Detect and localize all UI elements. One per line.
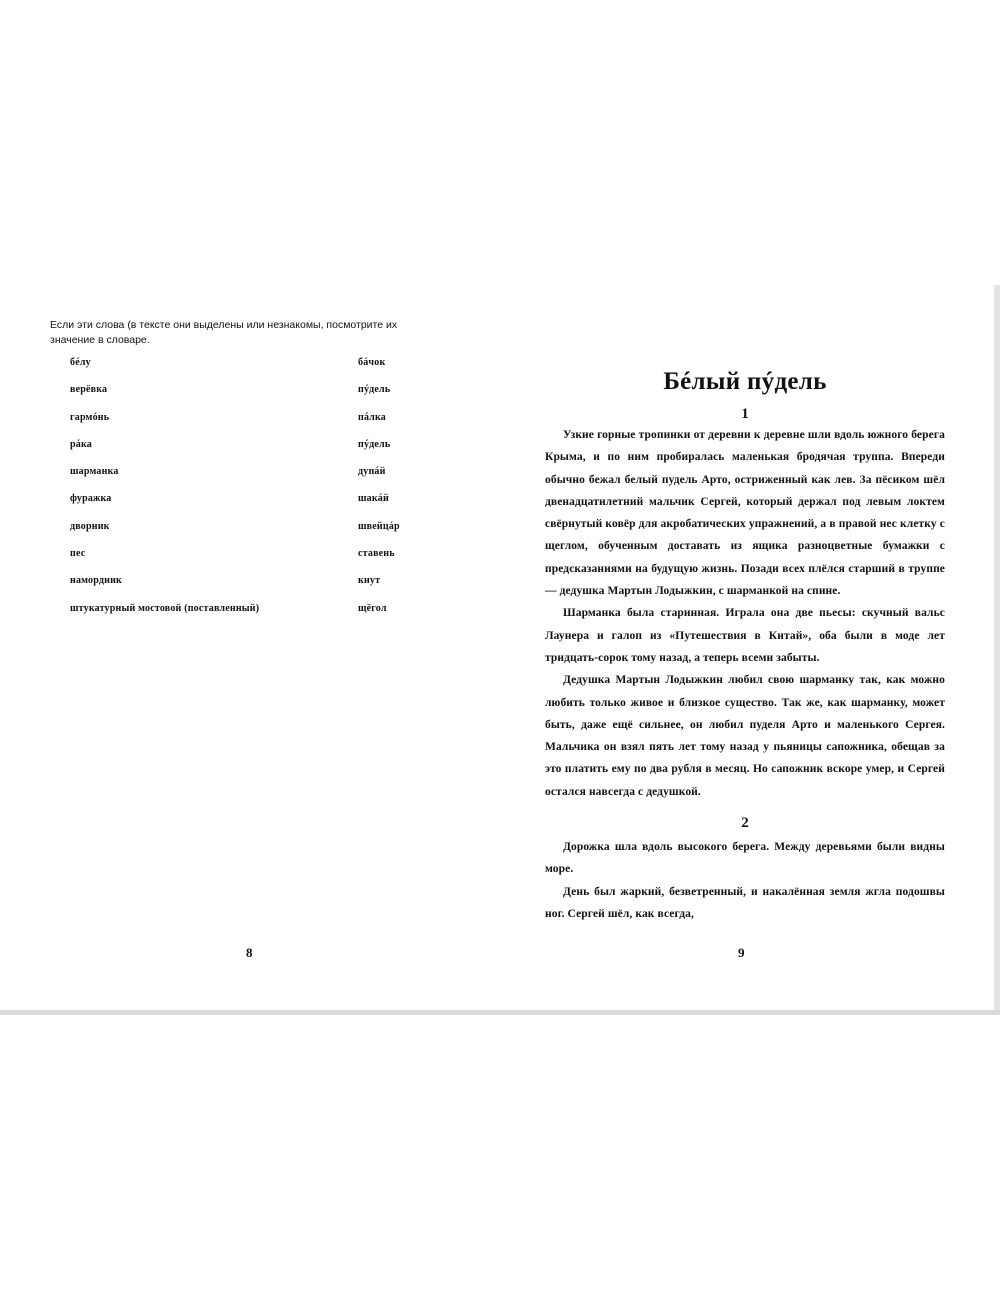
vocab-row	[70, 599, 420, 626]
vocab-word-right: пáлка	[358, 411, 386, 423]
left-page	[50, 318, 445, 626]
vocab-word-left: пес	[70, 548, 86, 560]
chapter-number: 1	[741, 406, 749, 422]
story-title: Бéлый пýдель	[663, 368, 827, 395]
vocab-word-left: дворник	[70, 520, 110, 532]
chapter-number: 2	[741, 815, 749, 832]
story-paragraph: Дедушка Мартын Лодыжкин любил свою шарманку так, как можно любить только живое и близкое существо. Так же, как шарманку, может быть, даже ещё сильнее, он любил пуделя Арто и маленького Сергея. Мальчика он взял пять лет тому назад у пьяницы сапожника, обещав за это платить ему по два рубля в месяц. Но сапожник вскоре умер, и Сергей остался навсегда с дедушкой.	[545, 674, 945, 798]
vocab-row	[70, 571, 420, 598]
vocab-word-right: шакáй	[358, 493, 389, 505]
story-paragraph: День был жаркий, безветренный, и накалённая земля жгла подошвы ног. Сергей шёл, как всегда,	[545, 885, 945, 920]
vocab-row	[70, 435, 420, 462]
vocab-word-right: пýдель	[358, 438, 391, 450]
vocabulary-intro: Если эти слова (в тексте они выделены или незнакомы, посмотрите их значение в словаре.	[50, 319, 398, 346]
vocab-row	[70, 353, 420, 380]
vocab-word-left: фуражка	[70, 493, 112, 505]
vocab-row	[70, 408, 420, 435]
vocab-word-right: бáчок	[358, 357, 386, 368]
vocab-word-left: намордник	[70, 575, 123, 587]
vocab-word-right: пýдель	[358, 384, 391, 396]
vocabulary-list	[70, 353, 420, 626]
vocab-word-right: швейцáр	[358, 520, 400, 532]
vocab-word-right: ставень	[358, 548, 395, 560]
vocab-row	[70, 489, 420, 516]
page-number-left: 8	[246, 945, 253, 960]
vocab-row	[70, 517, 420, 544]
page-number-right: 9	[738, 945, 745, 960]
vocab-word-right: дупáй	[358, 466, 386, 478]
vocab-word-left: бéлу	[70, 357, 91, 368]
right-page	[545, 360, 945, 925]
vocab-row	[70, 544, 420, 571]
vocab-word-left: рáка	[70, 438, 92, 450]
story-paragraph: Шарманка была старинная. Играла она две пьесы: скучный вальс Лаунера и галоп из «Путешествия в Китай», оба были в моде лет тридцать-сорок тому назад, а теперь всеми забыты.	[545, 607, 945, 664]
spread-bottom-border	[0, 1010, 1000, 1015]
vocab-row	[70, 462, 420, 489]
vocab-word-right: щёгол	[358, 602, 387, 614]
vocab-word-left: верёвка	[70, 384, 108, 396]
vocab-word-left: шарманка	[70, 466, 119, 478]
story-paragraph: Узкие горные тропинки от деревни к деревне шли вдоль южного берега Крыма, и по ним пробиралась маленькая бродячая труппа. Впереди обычно бежал белый пудель Арто, остриженный как лев. За пёсиком шёл двенадцатилетний мальчик Сергей, который держал под левым локтем свёрнутый ковёр для акробатических упражнений, а в правой нес клетку с щеглом, обученным доставать из ящика разноцветные бумажки с предсказаниями на будущую жизнь. Позади всех плёлся старший в труппе — дедушка Мартын Лодыжкин, с шарманкой на спине.	[545, 429, 945, 598]
vocab-row	[70, 380, 420, 407]
vocab-word-right: кнут	[358, 575, 381, 587]
vocab-word-left: гармóнь	[70, 411, 110, 423]
story-paragraph: Дорожка шла вдоль высокого берега. Между деревьями были видны море.	[545, 841, 945, 876]
vocab-word-left: штукатурный мостовой (поставленный)	[70, 602, 260, 614]
page-edge-divider	[994, 285, 1000, 1015]
